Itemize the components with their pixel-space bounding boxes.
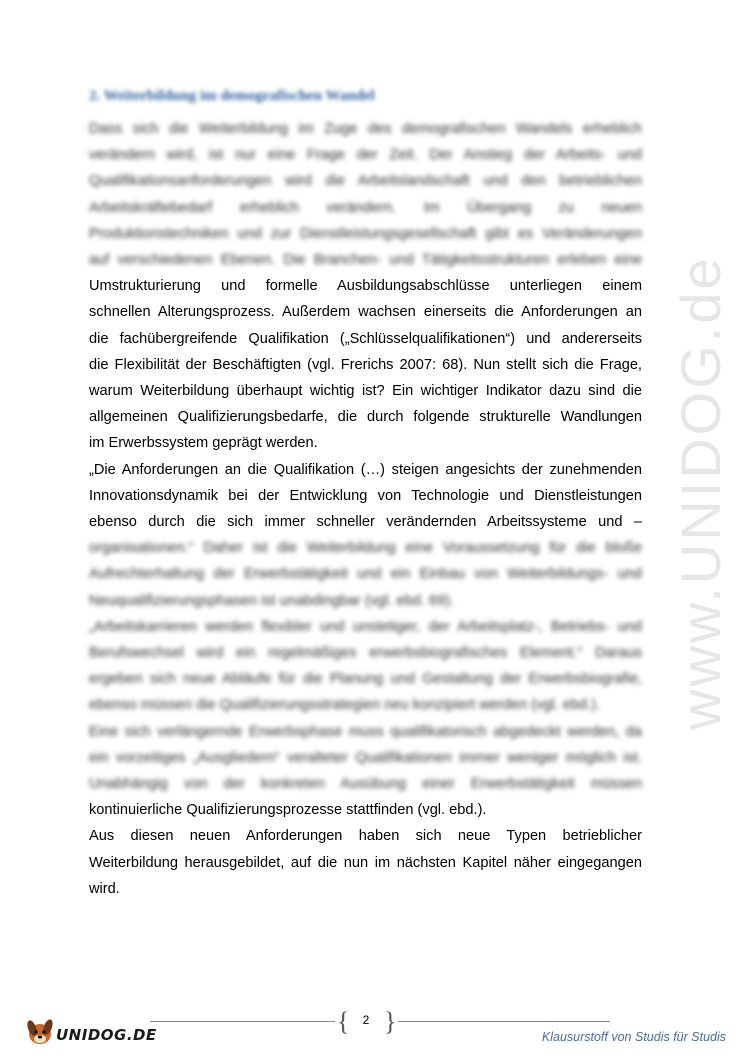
blurred-text-line: „Arbeitskarrieren werden flexibler und unstetiger, der Arbeitsplatz-, Betriebs- und (89, 618, 642, 635)
blurred-text-line: auf verschiedenen Ebenen. Die Branchen- und Tätigkeitsstrukturen erleben eine (89, 252, 642, 268)
blurred-text-line: ein vorzeitiges „Ausgliedern“ veralteter Qualifikationen immer weniger möglich ist. (89, 749, 642, 766)
blurred-text-line: Arbeitskräftebedarf erheblich verändern. Im Übergang zu neuen (89, 199, 642, 216)
footer-tagline: Klausurstoff von Studis für Studis (541, 1030, 726, 1044)
blurred-text-line: Neuqualifizierungsphasen ist unabdingbar (vgl. ebd. 69). (89, 592, 455, 609)
blurred-text-line: ebenso müssen die Qualifizierungsstrategien neu konzipiert werden (vgl. ebd.). (89, 697, 601, 714)
bracket-right: } (384, 1007, 397, 1036)
blurred-text-line: ergeben sich neue Abläufe für die Planung und Gestaltung der Erwerbsbiografie, (89, 671, 642, 688)
text-line: allgemeinen Qualifizierungsbedarfe, die durch folgende strukturelle Wandlungen (89, 409, 642, 426)
text-line: Aus diesen neuen Anforderungen haben sich neue Typen betrieblicher (89, 828, 642, 845)
section-heading: 2. Weiterbildung im demografischen Wandel (89, 88, 375, 104)
watermark: www.UNIDOG.de (669, 255, 732, 730)
blurred-text-line: Eine sich verlängernde Erwerbsphase muss qualifikatorisch abgedeckt werden, da (89, 723, 642, 740)
text-line: Umstrukturierung und formelle Ausbildungsabschlüsse unterliegen einem (89, 278, 642, 295)
page-number: 2 (362, 1013, 370, 1027)
text-line: im Erwerbssystem geprägt werden. (89, 435, 318, 452)
footer-rule-right (398, 1021, 610, 1022)
blurred-text-line: Qualifikationsanforderungen wird die Arbeitslandschaft und den betrieblichen (89, 173, 642, 190)
unidog-logo[interactable] (22, 1010, 157, 1050)
blurred-text-line: Produktionstechniken und zur Dienstleistungsgesellschaft gibt es Veränderungen (89, 225, 642, 242)
text-line: schnellen Alterungsprozess. Außerdem wachsen einerseits die Anforderungen an (89, 304, 642, 321)
bracket-left: { (337, 1007, 350, 1036)
text-line: Innovationsdynamik bei der Entwicklung von Technologie und Dienstleistungen (89, 487, 642, 504)
blurred-text-line: Berufswechsel wird ein regelmäßiges erwerbsbiografisches Element.“ Daraus (89, 645, 642, 661)
blurred-text-line: Dass sich die Weiterbildung im Zuge des demografischen Wandels erheblich (89, 121, 642, 137)
footer-rule-left (150, 1021, 335, 1022)
text-line: warum Weiterbildung überhaupt wichtig ist? Ein wichtiger Indikator dazu sind die (89, 383, 642, 399)
logo-text: UNIDOG.DE (56, 1026, 157, 1044)
text-line: wird. (89, 880, 120, 897)
blurred-text-line: Unabhängig von der konkreten Ausübung einer Erwerbstätigkeit müssen (89, 776, 642, 792)
text-line: die Flexibilität der Beschäftigten (vgl. Frerichs 2007: 68). Nun stellt sich die Frage, (89, 356, 642, 373)
blurred-text-line: Aufrechterhaltung der Erwerbstätigkeit und ein Einbau von Weiterbildungs- und (89, 566, 642, 583)
text-line: ebenso durch die sich immer schneller verändernden Arbeitssysteme und – (89, 514, 642, 530)
blurred-text-line: organisationen.“ Daher ist die Weiterbildung eine Voraussetzung für die bloße (89, 540, 642, 557)
blurred-text-line: verändern wird, ist nur eine Frage der Zeit. Der Anstieg der Arbeits- und (89, 147, 642, 164)
text-line: die fachübergreifende Qualifikation („Schlüsselqualifikationen“) und andererseits (89, 330, 642, 347)
text-line: kontinuierliche Qualifizierungsprozesse stattfinden (vgl. ebd.). (89, 802, 487, 819)
text-line: „Die Anforderungen an die Qualifikation (…) steigen angesichts der zunehmenden (89, 461, 642, 478)
text-line: Weiterbildung herausgebildet, auf die nun im nächsten Kapitel näher eingegangen (89, 854, 642, 871)
